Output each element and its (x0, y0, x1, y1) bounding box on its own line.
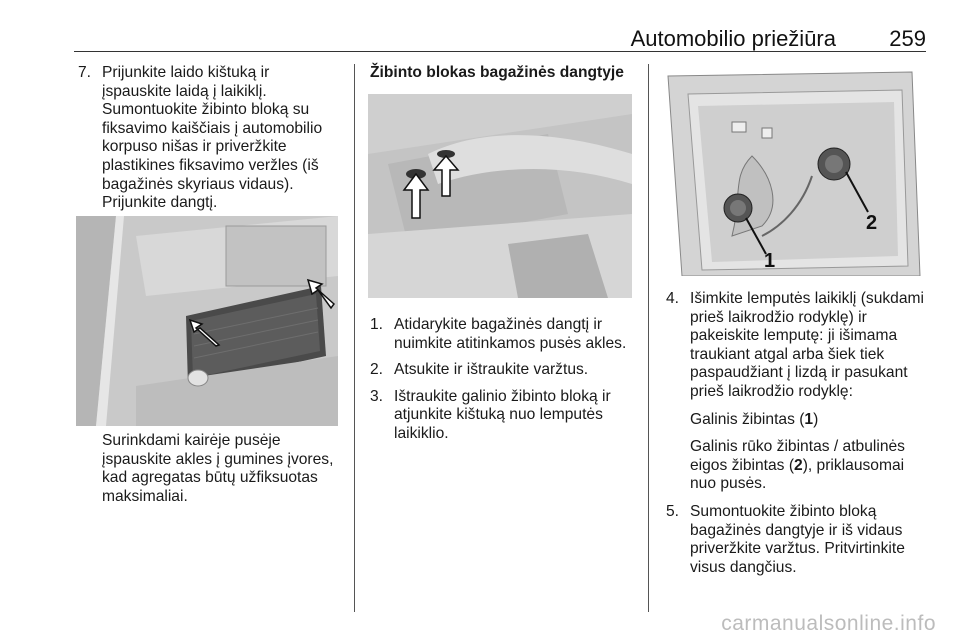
ref-bold: 2 (794, 456, 803, 474)
step-4 (666, 290, 928, 402)
step-text-line: įspauskite laidą į laikiklį. (102, 82, 267, 100)
step-text-line: pakeiskite lemputę: ji išimama (690, 327, 898, 345)
callout-label-2: 2 (866, 212, 878, 234)
figure-lamp-holders (662, 66, 926, 276)
text: eigos žibintas ( (690, 456, 795, 474)
ref-bold: 1 (804, 410, 814, 428)
figure-trunk-panel (76, 216, 338, 426)
callout-label-1: 1 (764, 250, 776, 272)
step-number: 4. (666, 290, 680, 307)
step-number: 1. (370, 316, 384, 333)
lamp-rear (666, 411, 928, 430)
step-number: 5. (666, 502, 680, 520)
lamp-holder-illustration (662, 66, 926, 276)
header-rule (74, 51, 926, 52)
watermark: carmanualsonline.info (721, 612, 936, 635)
step-text-line: Ištraukite galinio žibinto bloką ir (394, 387, 611, 405)
section-title: Automobilio priežiūra (630, 26, 836, 51)
tailgate-steps (370, 316, 635, 444)
step-text-line: fiksavimo kaiščiais į automobilio (102, 119, 323, 137)
caption-line: kad agregatas būtų užfiksuotas (102, 469, 318, 487)
step-text-line: bagažinės skyriaus vidaus). (102, 175, 294, 193)
page-number: 259 (889, 26, 926, 51)
step-3 (370, 388, 635, 444)
column-divider (354, 64, 355, 612)
step-text-line: Sumontuokite žibinto bloką su (102, 101, 310, 119)
text: ) (813, 410, 819, 428)
tailgate-illustration (368, 94, 632, 298)
step-number: 7. (78, 64, 92, 81)
step-text-line: bagažinės dangtyje ir iš vidaus (690, 521, 903, 539)
column-left (78, 64, 344, 213)
caption-line: maksimaliai. (102, 487, 188, 505)
step-text-line: Sumontuokite žibinto bloką (690, 502, 877, 520)
step-text-line: prieš laikrodžio rodyklę) ir (690, 308, 867, 326)
step-2 (370, 361, 635, 380)
figure-tailgate (368, 94, 632, 298)
column-right (666, 290, 928, 577)
step-number: 3. (370, 387, 384, 405)
text: ), priklausomai (802, 456, 905, 474)
step-5 (666, 503, 928, 577)
step-text-line: laikiklio. (394, 424, 449, 442)
trunk-panel-illustration (76, 216, 338, 426)
page-header (74, 22, 926, 52)
figure1-caption (78, 432, 344, 506)
lamp-fog-reverse (666, 438, 928, 494)
section-heading: Žibinto blokas bagažinės dangtyje (370, 64, 624, 81)
step-text-line: traukiant atgal arba šiek tiek (690, 345, 885, 363)
step-text-line: Prijunkite dangtį. (102, 194, 218, 212)
step-text-line: Išimkite lemputės laikiklį (sukdami (690, 290, 924, 307)
step-text-line: nuimkite atitinkamos pusės akles. (394, 334, 627, 352)
step-text-line: Atidarykite bagažinės dangtį ir (394, 316, 603, 333)
step-text-line: atjunkite kištuką nuo lemputės (394, 406, 603, 424)
caption-line: Surinkdami kairėje pusėje (102, 432, 281, 449)
text-line: Galinis rūko žibintas / atbulinės (690, 438, 905, 456)
step-text-line: priveržkite varžtus. Pritvirtinkite (690, 540, 905, 558)
text-line: nuo pusės. (690, 475, 767, 493)
step-text-line: plastikines fiksavimo veržles (iš (102, 156, 319, 174)
step-text-line: korpuso nišas ir priveržkite (102, 138, 287, 156)
text: Galinis žibintas ( (690, 410, 805, 428)
step-text-line: Prijunkite laido kištuką ir (102, 64, 270, 81)
step-1 (370, 316, 635, 353)
step-text-line: paspaudžiant į lizdą ir pasukant (690, 364, 908, 382)
column-middle (370, 64, 635, 83)
step-7 (78, 64, 344, 213)
step-text-line: visus dangčius. (690, 558, 797, 576)
column-divider (648, 64, 649, 612)
caption-line: įspauskite akles į gumines įvores, (102, 450, 334, 468)
step-text-line: Atsukite ir ištraukite varžtus. (394, 361, 589, 379)
step-number: 2. (370, 361, 384, 379)
step-text-line: prieš laikrodžio rodyklę: (690, 382, 853, 400)
text-line (690, 457, 928, 476)
